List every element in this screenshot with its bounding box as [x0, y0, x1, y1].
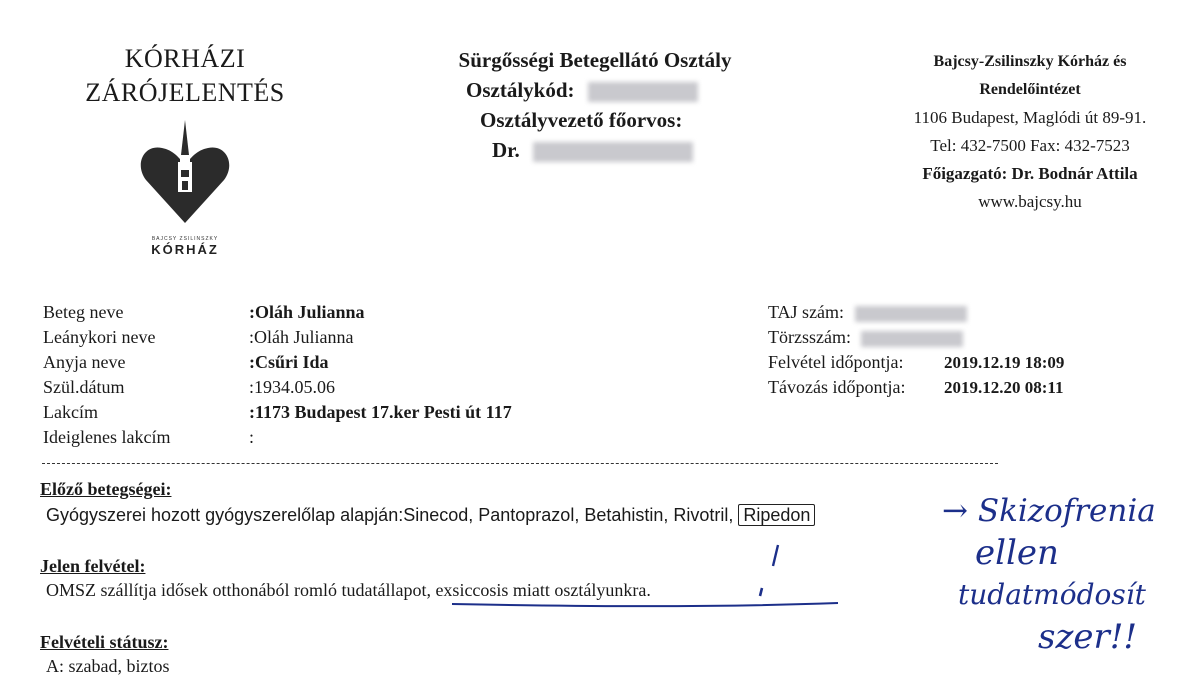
previous-illnesses-heading: Előző betegségei: — [40, 479, 172, 499]
handwritten-note-line1: → Skizofrenia — [942, 493, 1156, 529]
handwritten-dot — [760, 588, 762, 596]
ripedon-circled: Ripedon — [738, 504, 815, 526]
logo-small-text: BAJCSY ZSILINSZKY — [151, 236, 219, 242]
department-head-label: Osztályvezető főorvos: — [480, 108, 683, 132]
temp-address-value: : — [249, 427, 255, 447]
admit-time-value: 2019.12.19 18:09 — [944, 353, 1065, 372]
handwritten-note-line4: szer!! — [1038, 617, 1138, 657]
admission-status-text: A: szabad, biztos — [46, 656, 170, 676]
registry-label-text: Törzsszám: — [768, 327, 851, 347]
report-title-line1: KÓRHÁZI — [124, 44, 246, 73]
hospital-name-line1: Bajcsy-Zsilinszky Kórház és — [933, 53, 1127, 70]
taj-label-text: TAJ szám: — [768, 302, 845, 322]
department-code-label: Osztálykód: — [466, 78, 575, 102]
birth-date-label: Szül.dátum — [43, 377, 125, 397]
mother-name-label: Anyja neve — [43, 352, 126, 372]
medication-list: Gyógyszerei hozott gyógyszerelőlap alapján:Sinecod, Pantoprazol, Betahistin, Rivotril, — [46, 505, 734, 525]
report-title-line2: ZÁRÓJELENTÉS — [85, 78, 285, 107]
admission-status-heading: Felvételi státusz: — [40, 632, 169, 652]
temp-address-label: Ideiglenes lakcím — [43, 427, 171, 447]
current-admission-text: OMSZ szállítja idősek otthonából romló tudatállapot, exsiccosis miatt osztályunkra. — [46, 580, 651, 600]
address-value: :1173 Budapest 17.ker Pesti út 117 — [249, 402, 512, 422]
hospital-director: Főigazgató: Dr. Bodnár Attila — [922, 164, 1138, 183]
hospital-address: 1106 Budapest, Maglódi út 89-91. — [913, 108, 1147, 127]
logo-big-text: KÓRHÁZ — [151, 242, 219, 257]
department-head-prefix: Dr. — [492, 138, 520, 162]
discharge-time-label: Távozás időpontja: — [768, 377, 906, 397]
admit-time-label: Felvétel időpontja: — [768, 352, 904, 372]
hospital-name-line2: Rendelőintézet — [979, 81, 1081, 98]
address-label: Lakcím — [43, 402, 98, 422]
hospital-phone: Tel: 432-7500 Fax: 432-7523 — [930, 136, 1130, 155]
maiden-name-value: :Oláh Julianna — [249, 327, 354, 347]
discharge-time-value: 2019.12.20 08:11 — [944, 378, 1064, 397]
handwritten-underline — [452, 603, 838, 606]
handwritten-note-line2: ellen — [975, 533, 1059, 573]
patient-name-value: :Oláh Julianna — [249, 302, 365, 322]
handwritten-note-line3: tudatmódosít — [958, 578, 1146, 611]
mother-name-value: :Csűri Ida — [249, 352, 329, 372]
handwritten-tick — [773, 545, 778, 566]
department-name: Sürgősségi Betegellátó Osztály — [458, 48, 732, 72]
maiden-name-label: Leánykori neve — [43, 327, 156, 347]
patient-name-label: Beteg neve — [43, 302, 124, 322]
birth-date-value: :1934.05.06 — [249, 377, 336, 397]
current-admission-heading: Jelen felvétel: — [40, 556, 146, 576]
hospital-website: www.bajcsy.hu — [978, 192, 1082, 211]
